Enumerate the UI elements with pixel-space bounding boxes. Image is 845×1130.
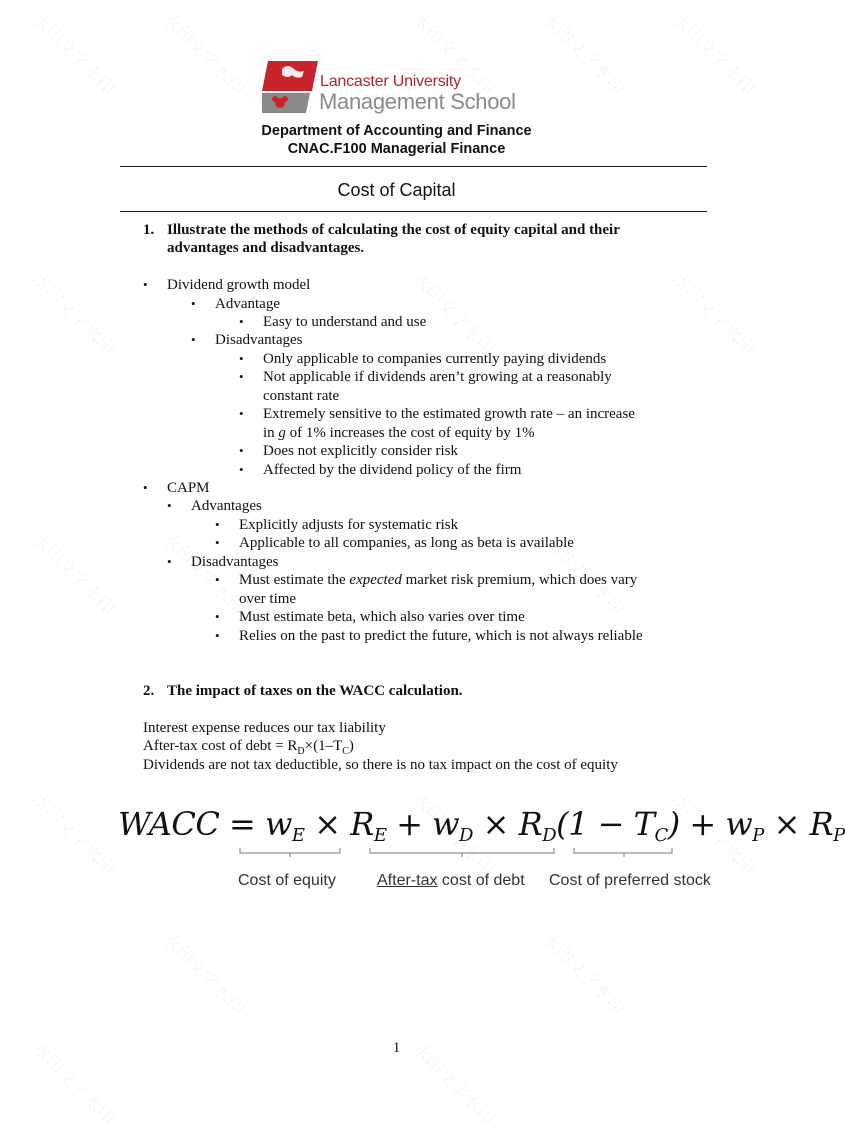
label-cost-of-preferred: Cost of preferred stock xyxy=(549,872,711,889)
label-cost-of-equity: Cost of equity xyxy=(238,872,336,889)
bullet-icon: • xyxy=(191,332,196,347)
growth-variable: g xyxy=(278,425,286,441)
bullet-icon: • xyxy=(239,443,244,458)
bullet-icon: • xyxy=(215,517,220,532)
debt-brace xyxy=(370,848,554,857)
text-run: After-tax cost of debt = R xyxy=(143,738,298,754)
course-name: CNAC.F100 Managerial Finance xyxy=(287,141,506,157)
equity-brace xyxy=(240,848,340,857)
bullet-icon: • xyxy=(167,498,172,513)
list-item-continuation: over time xyxy=(239,591,297,607)
list-item-continuation xyxy=(263,424,535,442)
list-item-continuation: constant rate xyxy=(263,388,340,404)
formula-lhs: WACC xyxy=(118,805,220,843)
list-item: Only applicable to companies currently paying dividends xyxy=(263,351,607,367)
text-run: in xyxy=(263,425,279,441)
subscript: E xyxy=(291,825,305,846)
text-run: ×(1–T xyxy=(304,738,343,754)
weight-symbol: w xyxy=(725,805,753,843)
subscript: C xyxy=(342,746,349,757)
times-sign: × xyxy=(763,805,810,843)
return-symbol: R xyxy=(518,805,543,843)
close-paren: ) xyxy=(667,805,680,843)
title-divider xyxy=(120,211,707,212)
list-item: Relies on the past to predict the future, which is not always reliable xyxy=(239,628,643,644)
watermark xyxy=(537,926,632,1021)
bullet-icon: • xyxy=(239,406,244,421)
times-sign: × xyxy=(472,805,519,843)
list-item: Must estimate beta, which also varies over time xyxy=(239,609,525,625)
watermark xyxy=(27,526,122,621)
return-symbol: R xyxy=(350,805,374,843)
bullet-icon: • xyxy=(143,480,148,495)
text-run: of 1% increases the cost of equity by 1% xyxy=(285,425,535,441)
page-number: 1 xyxy=(392,1040,401,1056)
preferred-brace xyxy=(574,848,672,857)
text-run: market risk premium, which does vary xyxy=(401,572,638,588)
question-text-line-1: Illustrate the methods of calculating the cost of equity capital and their xyxy=(167,222,620,238)
bullet-icon: • xyxy=(191,296,196,311)
question-1 xyxy=(143,221,663,261)
plus-sign: + xyxy=(679,805,726,843)
question-text: The impact of taxes on the WACC calculation. xyxy=(167,683,463,699)
list-item: Does not explicitly consider risk xyxy=(263,443,458,459)
list-item: Not applicable if dividends aren’t growing at a reasonably xyxy=(263,369,612,385)
question-number: 2. xyxy=(143,683,155,699)
bullet-icon: • xyxy=(215,572,220,587)
bullet-icon: • xyxy=(215,535,220,550)
list-item-subheading: Disadvantages xyxy=(215,332,303,348)
subscript: C xyxy=(654,825,668,846)
tax-term: (1 − T xyxy=(556,805,655,843)
watermark xyxy=(667,266,762,361)
equals-sign: = xyxy=(219,805,266,843)
watermark xyxy=(157,6,252,101)
subscript: D xyxy=(542,825,557,846)
question-2 xyxy=(143,682,663,702)
bullet-icon: • xyxy=(239,462,244,477)
list-item-heading: Dividend growth model xyxy=(167,277,311,293)
list-item-subheading: Advantages xyxy=(191,498,262,514)
subscript: E xyxy=(373,825,387,846)
question-text-line-2: advantages and disadvantages. xyxy=(167,240,365,256)
list-item: Easy to understand and use xyxy=(263,314,427,330)
watermark xyxy=(27,6,122,101)
tax-line-3: Dividends are not tax deductible, so there is no tax impact on the cost of equity xyxy=(143,757,618,773)
bullet-icon: • xyxy=(143,277,148,292)
bullet-icon: • xyxy=(239,351,244,366)
bullet-icon: • xyxy=(239,314,244,329)
watermark xyxy=(537,6,632,101)
weight-symbol: w xyxy=(265,805,292,843)
text-run: Must estimate the xyxy=(239,572,350,588)
tax-line-1: Interest expense reduces our tax liability xyxy=(143,720,386,736)
underlined-text: After-tax xyxy=(377,872,438,889)
weight-symbol: w xyxy=(432,805,459,843)
label-cost-of-debt xyxy=(377,872,525,890)
page-title: Cost of Capital xyxy=(337,180,456,200)
watermark xyxy=(157,526,252,621)
formula-underbraces xyxy=(0,840,793,870)
subscript: D xyxy=(297,746,305,757)
department-name: Department of Accounting and Finance xyxy=(261,123,532,139)
plus-sign: + xyxy=(386,805,433,843)
return-symbol: R xyxy=(809,805,834,843)
list-item-subheading: Disadvantages xyxy=(191,554,279,570)
subscript: P xyxy=(833,825,845,846)
header-divider xyxy=(120,166,707,167)
list-item: Explicitly adjusts for systematic risk xyxy=(239,517,459,533)
subscript: D xyxy=(459,825,473,846)
bullet-icon: • xyxy=(215,628,220,643)
list-item: Applicable to all companies, as long as beta is available xyxy=(239,535,574,551)
question-number: 1. xyxy=(143,222,155,238)
bullet-icon: • xyxy=(239,369,244,384)
list-item: Affected by the dividend policy of the firm xyxy=(263,462,522,478)
emphasis-text: expected xyxy=(349,572,402,588)
bullet-icon: • xyxy=(215,609,220,624)
subscript: P xyxy=(752,825,764,846)
text-run: ) xyxy=(348,738,354,754)
watermark xyxy=(157,926,252,1021)
times-sign: × xyxy=(304,805,351,843)
bullet-icon: • xyxy=(167,554,172,569)
list-item-heading: CAPM xyxy=(167,480,210,496)
watermark xyxy=(27,266,122,361)
crest-icon xyxy=(262,61,318,113)
list-item xyxy=(239,571,637,589)
text-run: cost of debt xyxy=(437,872,525,889)
logo-university-text: Lancaster University xyxy=(320,73,461,90)
list-item-subheading: Advantage xyxy=(215,296,280,312)
watermark xyxy=(667,6,762,101)
list-item: Extremely sensitive to the estimated growth rate – an increase xyxy=(263,406,635,422)
logo-school-text: Management School xyxy=(319,89,516,114)
